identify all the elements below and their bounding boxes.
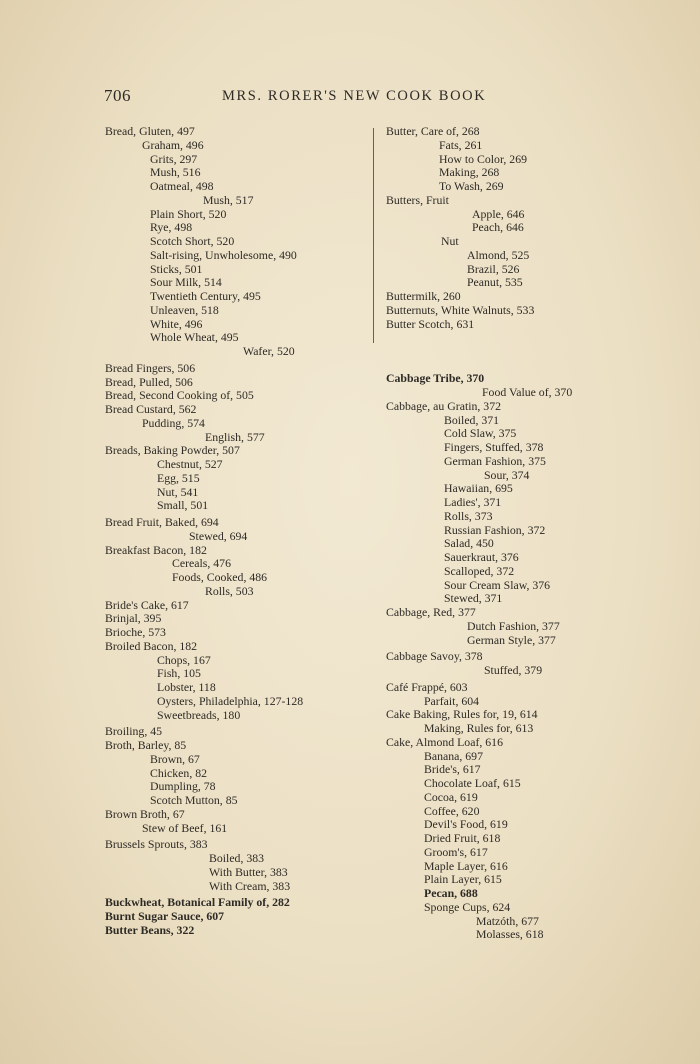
index-entry: Pudding, 574 [142, 415, 205, 430]
index-entry: Brown, 67 [150, 751, 200, 766]
index-entry: Rolls, 373 [444, 508, 493, 523]
index-entry: Bread, Gluten, 497 [105, 124, 195, 138]
index-entry: Broiled Bacon, 182 [105, 638, 198, 653]
index-entry: Devil's Food, 619 [424, 817, 508, 832]
index-entry: Brazil, 526 [467, 261, 520, 276]
index-entry: Banana, 697 [424, 748, 483, 763]
index-entry: Stewed, 371 [444, 591, 503, 606]
index-entry: Coffee, 620 [424, 803, 480, 818]
index-entry: Sticks, 501 [150, 261, 203, 276]
index-entry: Maple Layer, 616 [424, 858, 508, 873]
index-entry: Twentieth Century, 495 [150, 289, 261, 303]
index-entry: Lobster, 118 [157, 680, 216, 694]
index-entry: Buckwheat, Botanical Family of, 282 [105, 895, 290, 910]
index-entry: Graham, 496 [142, 137, 204, 152]
index-entry: Fingers, Stuffed, 378 [444, 440, 544, 454]
index-entry: Cold Slaw, 375 [444, 426, 517, 441]
index-entry: Ladies', 371 [444, 495, 502, 509]
index-entry: Bread Fruit, Baked, 694 [105, 515, 219, 529]
index-entry: Oysters, Philadelphia, 127-128 [157, 693, 304, 708]
index-entry: Peanut, 535 [467, 275, 523, 290]
index-entry: Dried Fruit, 618 [424, 831, 501, 845]
index-entry: Cabbage, au Gratin, 372 [386, 398, 501, 413]
index-entry: Peach, 646 [472, 220, 524, 235]
index-entry: Unleaven, 518 [150, 302, 219, 317]
index-column-left [105, 125, 367, 938]
index-entry: Dutch Fashion, 377 [467, 618, 560, 633]
page-number: 706 [104, 86, 131, 105]
index-entry: Breads, Baking Powder, 507 [105, 443, 240, 458]
index-entry: Cabbage, Red, 377 [386, 605, 476, 619]
index-entry: Mush, 516 [150, 165, 201, 180]
index-entry: Chestnut, 527 [157, 457, 223, 471]
index-entry: Rolls, 503 [205, 583, 254, 598]
index-entry: Cabbage Savoy, 378 [386, 649, 483, 664]
index-entry: Small, 501 [157, 498, 209, 513]
index-entry: Mush, 517 [203, 192, 254, 207]
index-entry: Broiling, 45 [105, 724, 163, 739]
index-entry: Bread, Pulled, 506 [105, 374, 193, 389]
index-entry: Cocoa, 619 [424, 789, 478, 804]
index-entry: Wafer, 520 [243, 344, 295, 358]
index-entry: Buttermilk, 260 [386, 289, 461, 303]
index-entry: Salt-rising, Unwholesome, 490 [150, 247, 297, 262]
index-entry: Sour Milk, 514 [150, 275, 222, 290]
index-entry: Brioche, 573 [105, 625, 166, 639]
running-title: MRS. RORER'S NEW COOK BOOK [222, 88, 487, 104]
index-entry: Breakfast Bacon, 182 [105, 542, 207, 557]
index-entry: Making, 268 [439, 165, 500, 180]
index-entry: Dumpling, 78 [150, 779, 216, 794]
index-entry: Molasses, 618 [476, 927, 544, 942]
index-entry: Broth, Barley, 85 [105, 738, 187, 752]
index-entry: How to Color, 269 [439, 151, 528, 166]
index-entry: Fish, 105 [157, 666, 201, 681]
index-entry: Stuffed, 379 [484, 663, 543, 677]
index-entry: Stew of Beef, 161 [142, 820, 228, 835]
index-entry: Plain Short, 520 [150, 206, 227, 221]
index-entry: Scotch Short, 520 [150, 234, 235, 248]
index-entry: Apple, 646 [472, 206, 525, 221]
index-entry: Food Value of, 370 [482, 385, 573, 399]
index-entry: Brussels Sprouts, 383 [105, 837, 208, 852]
index-entry: With Cream, 383 [209, 878, 291, 893]
index-entry: Nut [441, 234, 459, 248]
index-entry: Butter Scotch, 631 [386, 316, 475, 331]
page-header [104, 86, 504, 108]
index-entry: Cake, Almond Loaf, 616 [386, 734, 503, 749]
index-entry: Salad, 450 [444, 536, 494, 551]
index-entry: Plain Layer, 615 [424, 872, 502, 887]
index-entry: Parfait, 604 [424, 693, 480, 708]
index-entry: Bride's, 617 [424, 762, 481, 777]
index-entry: Brown Broth, 67 [105, 806, 185, 821]
index-entry: Bread, Second Cooking of, 505 [105, 388, 254, 403]
index-entry: Scotch Mutton, 85 [150, 793, 238, 807]
index-entry: Butternuts, White Walnuts, 533 [386, 302, 535, 317]
index-entry: Foods, Cooked, 486 [172, 570, 268, 584]
index-entry: Butter, Care of, 268 [386, 124, 480, 138]
index-entry: Chops, 167 [157, 652, 211, 667]
index-entry: German Fashion, 375 [444, 453, 546, 468]
index-entry: Burnt Sugar Sauce, 607 [105, 909, 225, 923]
index-entry: To Wash, 269 [439, 179, 504, 193]
index-entry: Café Frappé, 603 [386, 679, 468, 694]
index-entry: Making, Rules for, 613 [424, 721, 534, 735]
index-entry: Whole Wheat, 495 [150, 330, 239, 345]
index-entry: Cake Baking, Rules for, 19, 614 [386, 707, 538, 722]
index-entry: Hawaiian, 695 [444, 481, 513, 496]
index-entry: Chocolate Loaf, 615 [424, 776, 521, 790]
index-entry: Cabbage Tribe, 370 [386, 371, 485, 386]
index-entry: Cereals, 476 [172, 556, 231, 571]
index-entry: Bread Fingers, 506 [105, 360, 196, 375]
index-entry: Sponge Cups, 624 [424, 899, 511, 914]
index-entry: Sour, 374 [484, 467, 530, 482]
index-entry: With Butter, 383 [209, 864, 288, 879]
index-entry: Boiled, 371 [444, 412, 500, 427]
index-entry: Brinjal, 395 [105, 611, 162, 626]
index-entry: Butters, Fruit [386, 192, 449, 207]
index-entry: White, 496 [150, 316, 203, 331]
index-entry: English, 577 [205, 429, 265, 444]
index-entry: Bride's Cake, 617 [105, 597, 189, 612]
index-entry: Scalloped, 372 [444, 563, 515, 578]
index-entry: Pecan, 688 [424, 886, 478, 900]
index-entry: Fats, 261 [439, 137, 483, 152]
index-entry: Groom's, 617 [424, 844, 488, 859]
index-entry: Stewed, 694 [189, 528, 248, 543]
index-entry: Boiled, 383 [209, 851, 265, 865]
index-entry: Egg, 515 [157, 470, 200, 485]
index-entry: Grits, 297 [150, 151, 198, 166]
column-divider [373, 128, 374, 343]
index-entry: Matzóth, 677 [476, 913, 539, 928]
index-entry: Oatmeal, 498 [150, 179, 214, 193]
index-entry: Chicken, 82 [150, 765, 208, 780]
index-entry: Bread Custard, 562 [105, 402, 197, 416]
index-entry: Sweetbreads, 180 [157, 707, 241, 722]
index-entry: Almond, 525 [467, 247, 530, 262]
index-column-right [386, 125, 636, 942]
index-entry: Rye, 498 [150, 220, 193, 235]
index-entry: German Style, 377 [467, 632, 556, 647]
index-entry: Sour Cream Slaw, 376 [444, 577, 551, 592]
index-entry: Russian Fashion, 372 [444, 522, 546, 537]
index-entry: Sauerkraut, 376 [444, 550, 519, 564]
index-entry: Nut, 541 [157, 484, 199, 499]
index-entry: Butter Beans, 322 [105, 922, 195, 937]
